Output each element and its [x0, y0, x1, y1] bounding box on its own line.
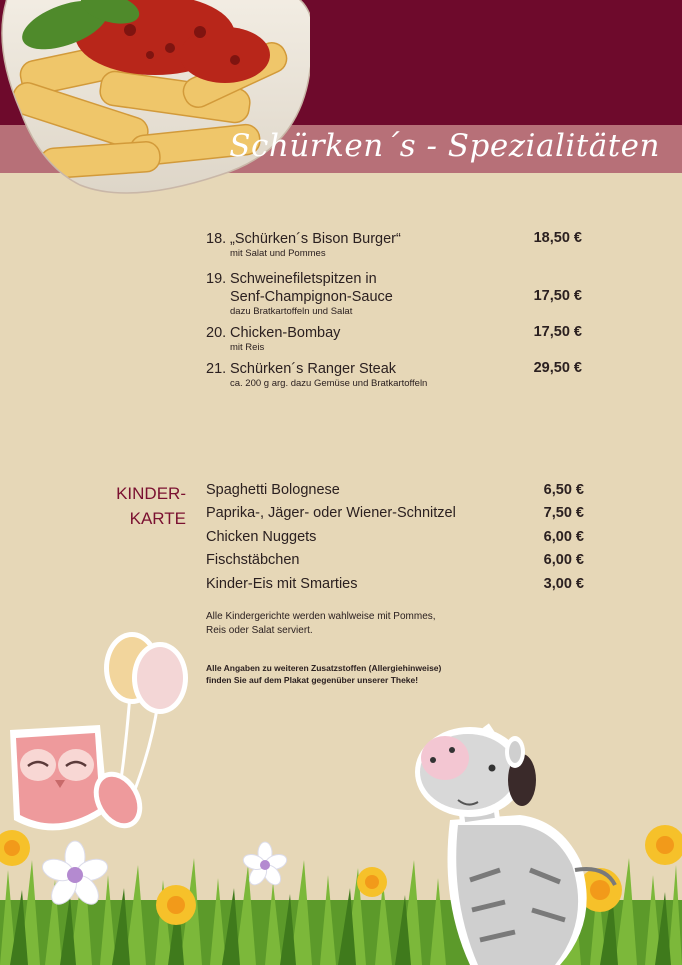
note-line: Reis oder Salat serviert.: [206, 625, 313, 636]
kids-item-name: Spaghetti Bolognese: [206, 482, 340, 498]
kids-heading-line1: KINDER-: [116, 484, 186, 503]
kids-menu-item: [206, 576, 584, 596]
kids-illustration: [0, 620, 682, 965]
item-description: ca. 200 g arg. dazu Gemüse und Bratkartoffeln: [230, 378, 428, 389]
item-number: 20.: [206, 325, 227, 341]
item-description: mit Reis: [230, 342, 265, 353]
kids-menu-item: [206, 552, 584, 572]
item-name: „Schürken´s Bison Burger“: [230, 231, 401, 247]
menu-item: [206, 270, 586, 317]
item-price: 17,50 €: [533, 288, 582, 304]
item-number: 19.: [206, 271, 227, 287]
item-price: 18,50 €: [533, 230, 582, 246]
kids-item-name: Kinder-Eis mit Smarties: [206, 576, 358, 592]
item-name: Schweinefiletspitzen in: [230, 271, 377, 287]
item-name: Chicken-Bombay: [230, 325, 341, 341]
section-title: Schürken´s - Spezialitäten: [229, 128, 660, 164]
item-description: dazu Bratkartoffeln und Salat: [230, 306, 353, 317]
item-number: 21.: [206, 361, 227, 377]
item-name-line2: Senf-Champignon-Sauce: [230, 289, 393, 305]
menu-item: [206, 324, 586, 353]
kids-item-name: Paprika-, Jäger- oder Wiener-Schnitzel: [206, 505, 456, 521]
kids-heading-line2: KARTE: [129, 509, 186, 528]
kids-item-price: 6,00 €: [543, 529, 584, 545]
kids-menu-item: [206, 505, 584, 525]
item-price: 29,50 €: [533, 360, 582, 376]
kids-item-price: 6,50 €: [543, 482, 584, 498]
kids-item-name: Fischstäbchen: [206, 552, 300, 568]
allergy-line: Alle Angaben zu weiteren Zusatzstoffen (Allergiehinweise): [206, 663, 442, 673]
item-description: mit Salat und Pommes: [230, 248, 326, 259]
item-price: 17,50 €: [533, 324, 582, 340]
kids-menu-heading: [104, 481, 186, 531]
menu-item: [206, 360, 586, 389]
kids-item-price: 3,00 €: [543, 576, 584, 592]
kids-item-name: Chicken Nuggets: [206, 529, 317, 545]
owl-icon: [10, 725, 152, 837]
kids-menu-item: [206, 529, 584, 549]
kids-item-price: 6,00 €: [543, 552, 584, 568]
item-number: 18.: [206, 231, 227, 247]
item-name: Schürken´s Ranger Steak: [230, 361, 397, 377]
pasta-dish-image: [0, 0, 310, 210]
kids-item-price: 7,50 €: [543, 505, 584, 521]
allergy-line: finden Sie auf dem Plakat gegenüber unserer Theke!: [206, 675, 419, 685]
menu-item: [206, 230, 586, 259]
kids-menu-item: [206, 482, 584, 502]
note-line: Alle Kindergerichte werden wahlweise mit Pommes,: [206, 611, 436, 622]
